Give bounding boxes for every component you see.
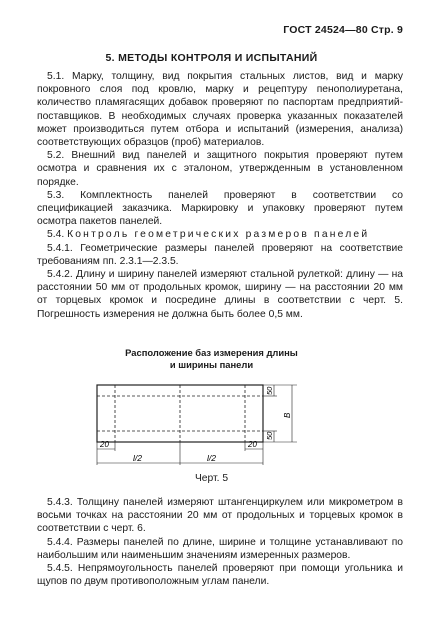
section-title: 5. МЕТОДЫ КОНТРОЛЯ И ИСПЫТАНИЙ [105,52,318,64]
page-header: ГОСТ 24524—80 Стр. 9 [283,24,403,36]
paragraph-5-2: 5.2. Внешний вид панелей и защитного покрытия проверяют путем осмотра и сравнения их с эталоном, утвержденным в установленном порядке. [37,150,403,188]
figure-title-line-1: Расположение баз измерения длины [125,347,298,358]
paragraph-5-4-1: 5.4.1. Геометрические размеры панелей проверяют на соответствие требованиям пп. 2.3.1—2.3.5. [37,242,403,267]
paragraph-5-4-3: 5.4.3. Толщину панелей измеряют штангенциркулем или микрометром в восьми точках на расстоянии 20 мм от продольных и торцевых кромок в соответствии с черт. 6. [37,497,403,535]
text-block-bottom [37,496,403,588]
paragraph-5-4-5: 5.4.5. Непрямоугольность панелей проверяют при помощи угольника и щупов по двум противоположным углам панели. [37,563,403,588]
dim-b: B [283,412,292,418]
dim-half-left: l/2 [133,453,142,463]
heading-5-4-number: 5.4. [47,229,65,241]
dim-left-20: 20 [100,440,109,449]
paragraph-5-4-heading [37,228,403,241]
panel-outline [97,385,263,442]
figure-caption: Черт. 5 [194,473,229,484]
dim-right-20: 20 [248,440,257,449]
figure-title [0,347,423,371]
figure-drawing [85,378,300,470]
paragraph-5-4-4: 5.4.4. Размеры панелей по длине, ширине и толщине устанавливают по наибольшим или наименьшим значениям измеренных размеров. [37,536,403,561]
dim-bottom-50: 50 [265,431,274,440]
paragraph-5-4-2: 5.4.2. Длину и ширину панелей измеряют стальной рулеткой: длину — на расстоянии 50 мм от продольных кромок, ширину — на расстоянии 20 мм от торцевых кромок и посредине длины в соответствии с черт. 5. Погрешность измерения не должна быть более 0,5 мм. [37,269,403,320]
figure-title-line-2: и ширины панели [169,359,254,370]
paragraph-5-1: 5.1. Марку, толщину, вид покрытия стальных листов, вид и марку покровного слоя под кровлю, марку и рецептуру пенополиуретана, количество пламягасящих добавок проверяют по паспортам предприятий-поставщиков. В необходимых случаях проверка указанных показателей может производиться путем отбора и испытаний (измерения, анализа) соответствующих образцов (проб) материалов. [37,71,403,149]
paragraph-5-3: 5.3. Комплектность панелей проверяют в соответствии со спецификацией заказчика. Маркировку и упаковку проверяют путем осмотра пакетов панелей. [37,189,403,228]
dim-top-50: 50 [265,386,274,395]
dim-half-right: l/2 [207,453,216,463]
heading-5-4-text: Контроль геометрических размеров панелей [67,229,370,241]
text-block-top [37,70,403,321]
